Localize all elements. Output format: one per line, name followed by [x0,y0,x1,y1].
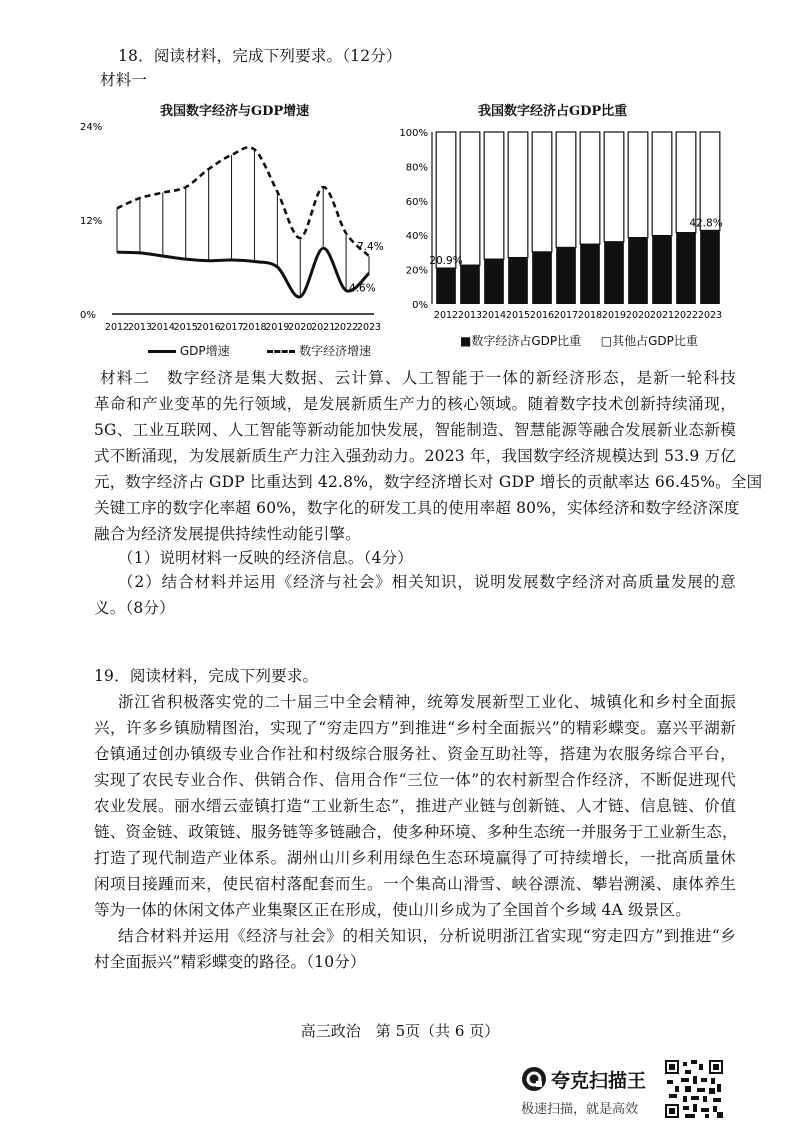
bar-chart-xtick-2013: 2013 [457,310,483,321]
bar-digital-2017 [556,247,576,304]
bar-chart-xtick-2022: 2022 [673,310,699,321]
bar-other-2018 [580,132,600,244]
qr-code-icon [665,1060,723,1118]
line-chart-xtick-2021: 2021 [311,322,336,333]
bar-chart-title: 我国数字经济占GDP比重 [478,104,628,119]
bar-chart-xtick-2018: 2018 [577,310,603,321]
material-2-line-5: 元，数字经济占 GDP 比重达到 42.8%，数字经济增长对 GDP 增长的贡献率达 66.45%。全国 [94,473,763,491]
legend-other-share: □其他占GDP比重 [600,334,698,348]
bar-chart-ytick-1: 20% [405,265,428,277]
bar-digital-2016 [532,252,552,304]
line-chart-series-gdp [117,248,369,297]
bar-digital-2015 [508,258,528,304]
bar-chart-xtick-2014: 2014 [481,310,507,321]
line-chart-series-digital [117,147,369,256]
question-19-material-line-7: 打造了现代制造产业体系。湖州山川乡利用绿色生态环境赢得了可持续增长，一批高质量休 [94,849,736,867]
bar-chart-xtick-2019: 2019 [601,310,627,321]
line-chart-xtick-2018: 2018 [242,322,267,333]
legend-digital-label: 数字经济增速 [299,344,372,358]
line-chart-xtick-2014: 2014 [150,322,175,333]
line-chart-xtick-2020: 2020 [288,322,313,333]
line-chart-ytick-0: 0% [80,310,96,321]
material-2-line-1: 材料二 数字经济是集大数据、云计算、人工智能于一体的新经济形态，是新一轮科技 [100,369,736,387]
question-19-task-line-2: 村全面振兴”精彩蝶变的路径。（10分） [94,953,366,971]
bar-other-2015 [508,132,528,258]
question-19-material-line-3: 仓镇通过创办镇级专业合作社和村级综合服务社、资金互助社等，搭建为农服务综合平台， [94,745,736,763]
brand-slogan: 极速扫描，就是高效 [521,1102,639,1117]
line-chart-xtick-2016: 2016 [196,322,221,333]
bar-other-2016 [532,132,552,252]
question-19-material-line-1: 浙江省积极落实党的二十届三中全会精神，统筹发展新型工业化、城镇化和乡村全面振 [118,693,736,711]
bar-chart-xtick-2023: 2023 [697,310,723,321]
bar-other-2020 [628,132,648,238]
line-chart-label-gdp-2023: 4.6% [349,282,376,295]
material-2-line-4: 式不断涌现，为发展新质生产力注入强劲动力。2023 年，我国数字经济规模达到 53.9 万亿 [94,447,736,465]
legend-digital-share: ■数字经济占GDP比重 [460,334,582,348]
bar-digital-2012 [436,268,456,304]
bar-digital-2019 [604,242,624,304]
brand-name: 夸克扫描王 [551,1070,647,1092]
material-2-line-3: 5G、工业互联网、人工智能等新动能加快发展，智能制造、智慧能源等融合发展新业态新模 [94,421,736,439]
line-chart-xtick-2017: 2017 [219,322,244,333]
question-18-title: 18．阅读材料，完成下列要求。（12分） [118,47,402,65]
bar-digital-2014 [484,259,504,304]
bar-other-2021 [652,132,672,236]
bar-chart-ytick-0: 0% [412,300,428,311]
line-chart-xtick-2013: 2013 [127,322,153,333]
sub-question-2-line-1: （2）结合材料并运用《经济与社会》相关知识，说明发展数字经济对高质量发展的意 [118,573,736,591]
question-19-task-line-1: 结合材料并运用《经济与社会》的相关知识，分析说明浙江省实现“穷走四方”到推进“乡 [118,927,736,945]
line-chart-legend [148,342,371,359]
bar-other-2013 [460,132,480,265]
line-chart-xtick-2019: 2019 [265,322,290,333]
bar-chart-xtick-2015: 2015 [505,310,531,321]
bar-other-2012 [436,132,456,268]
line-chart-xtick-2022: 2022 [333,322,359,333]
bar-digital-2013 [460,265,480,304]
bar-other-2017 [556,132,576,247]
bar-chart [398,124,728,324]
bar-label-2012: 20.9% [429,255,463,268]
bar-chart-xtick-2020: 2020 [625,310,651,321]
material-2-line-2: 革命和产业变革的先行领域，是发展新质生产力的核心领域。随着数字技术创新持续涌现， [94,395,736,413]
quark-logo-icon [521,1066,547,1092]
bar-other-2019 [604,132,624,242]
material-2-line-6: 关键工序的数字化率超 60%，数字化的研发工具的使用率超 80%，实体经济和数字经济深度 [94,499,740,517]
sub-question-2-line-2: 义。（8分） [94,599,175,617]
question-19-material-line-2: 兴，许多乡镇励精图治，实现了“穷走四方”到推进“乡村全面振兴”的精彩蝶变。嘉兴平湖新 [94,719,736,737]
line-chart-label-digital-2023: 7.4% [357,241,384,254]
question-19-material-line-8: 闲项目接踵而来，使民宿村落配套而生。一个集高山滑雪、峡谷漂流、攀岩溯溪、康体养生 [94,875,736,893]
bar-chart-xtick-2016: 2016 [529,310,555,321]
bar-digital-2023 [700,230,720,304]
legend-gdp-line-icon [148,350,176,353]
question-19-material-line-5: 农业发展。丽水缙云壶镇打造“工业新生态”，推进产业链与创新链、人才链、信息链、价值 [94,797,736,815]
bar-other-2014 [484,132,504,259]
bar-chart-ytick-5: 100% [399,128,428,139]
bar-chart-legend [460,332,698,349]
bar-chart-ytick-4: 80% [405,162,428,174]
line-chart-xtick-2012: 2012 [104,322,130,333]
bar-digital-2021 [652,236,672,304]
bar-digital-2020 [628,238,648,304]
line-chart-ytick-2: 24% [80,122,103,133]
page-footer: 高三政治 第 5页（共 6 页） [300,1022,500,1040]
bar-label-2023: 42.8% [689,217,723,230]
bar-digital-2018 [580,244,600,304]
legend-digital-dashed-icon [267,350,295,353]
line-chart-xtick-2023: 2023 [356,322,382,333]
bar-chart-ytick-2: 40% [405,231,428,243]
bar-chart-xtick-2012: 2012 [433,310,459,321]
question-19-material-line-6: 链、资金链、政策链、服务链等多链融合，使多种环境、多种生态统一并服务于工业新生态， [94,823,738,841]
line-chart-ytick-1: 12% [80,216,103,227]
bar-digital-2022 [676,233,696,304]
line-chart [78,116,384,342]
material-2-line-7: 融合为经济发展提供持续性动能引擎。 [94,525,361,543]
question-19-title: 19．阅读材料，完成下列要求。 [94,667,319,685]
bar-other-2023 [700,132,720,230]
sub-question-1: （1）说明材料一反映的经济信息。（4分） [118,549,413,567]
line-chart-xtick-2015: 2015 [173,322,198,333]
bar-chart-ytick-3: 60% [405,196,428,208]
question-19-material-line-4: 实现了农民专业合作、供销合作、信用合作“三位一体”的农村新型合作经济，不断促进现代 [94,771,736,789]
line-chart-title: 我国数字经济与GDP增速 [160,104,310,119]
bar-chart-xtick-2017: 2017 [553,310,579,321]
question-19-material-line-9: 等为一体的休闲文体产业集聚区正在形成，使山川乡成为了全国首个乡域 4A 级景区。 [94,901,691,919]
material-1-label: 材料一 [100,71,148,89]
bar-chart-xtick-2021: 2021 [649,310,675,321]
legend-gdp-label: GDP增速 [179,344,230,358]
